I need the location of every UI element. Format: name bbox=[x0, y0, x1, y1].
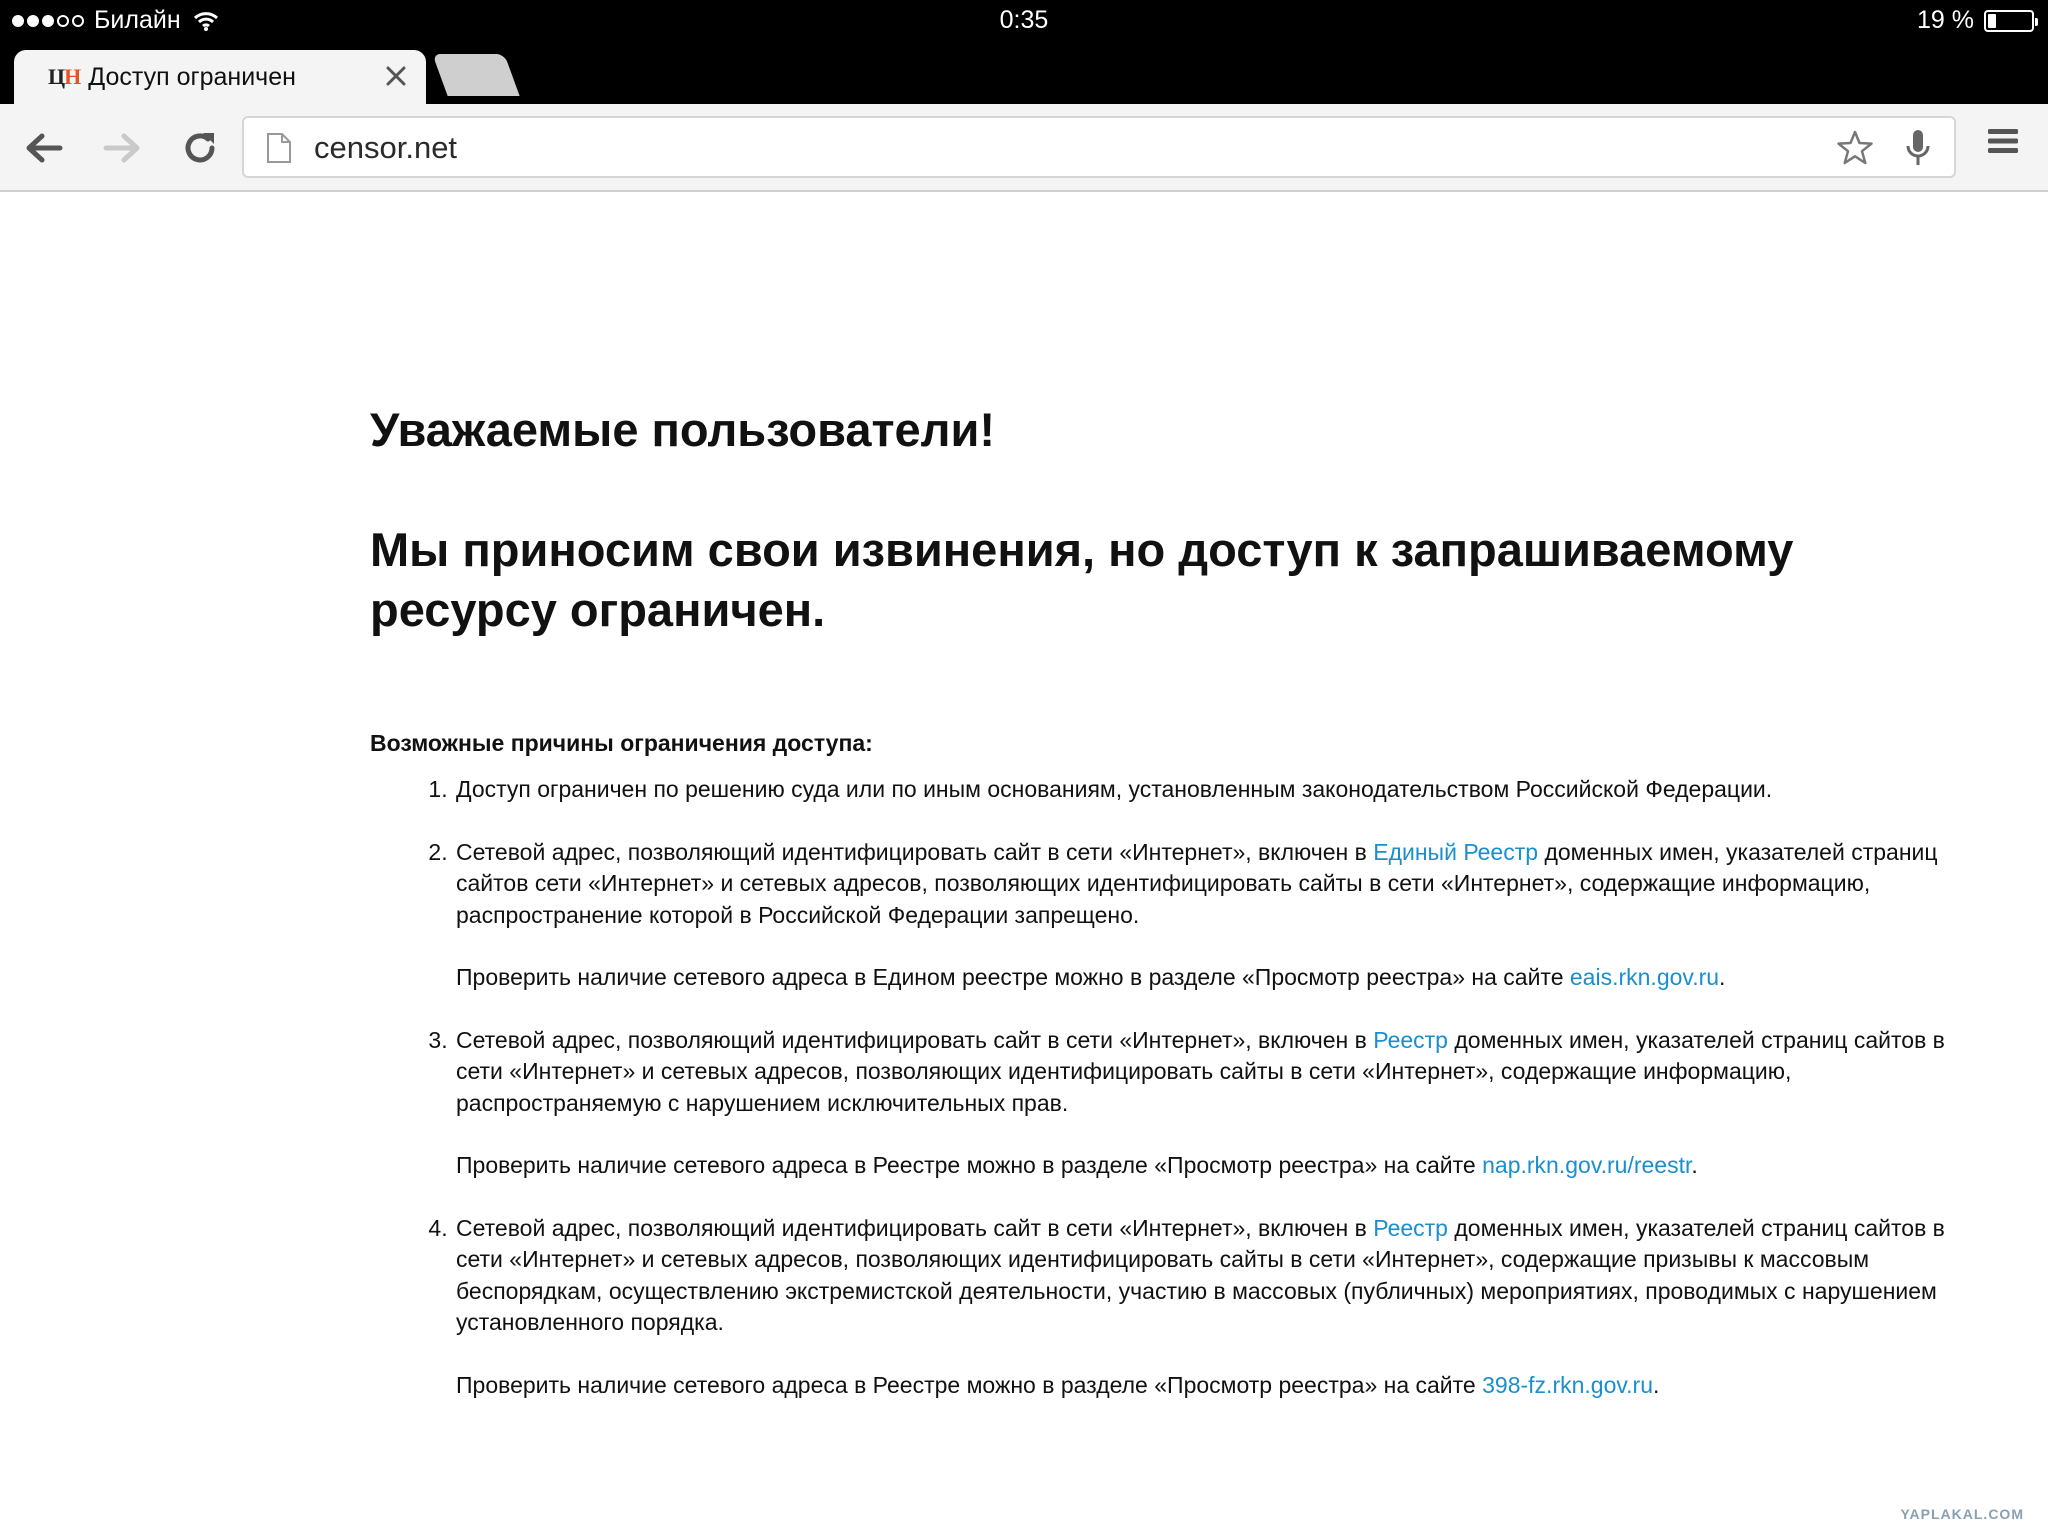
bookmark-star-icon[interactable] bbox=[1836, 130, 1874, 166]
unified-registry-link[interactable]: Единый Реестр bbox=[1373, 838, 1539, 865]
battery-level bbox=[1988, 14, 1996, 28]
reason-text: 3. Сетевой адрес, позволяющий идентифицировать сайт в сети «Интернет», включен в Реестр доменных имен, указателей страниц сайтов в сети «Интернет» и сетевых адресов, позволяющих идентифицировать сайты в сети «Интернет», содержащие информацию, распространяемую с нарушением исключительных прав. bbox=[456, 1026, 1945, 1116]
reason-item bbox=[454, 1213, 1990, 1402]
page-content bbox=[370, 400, 1990, 1432]
clock: 0:35 bbox=[999, 6, 1049, 34]
url-text[interactable]: censor.net bbox=[314, 130, 458, 165]
registry-link[interactable]: Реестр bbox=[1373, 1026, 1448, 1053]
status-bar-right bbox=[1917, 6, 2034, 35]
reload-button[interactable] bbox=[174, 122, 226, 174]
reason-text: 4. Сетевой адрес, позволяющий идентифицировать сайт в сети «Интернет», включен в Реестр доменных имен, указателей страниц сайтов в сети «Интернет» и сетевых адресов, позволяющих идентифицировать сайты в сети «Интернет», содержащие призывы к массовым беспорядкам, осуществлению экстремистской деятельности, участию в массовых (публичных) мероприятиях, проводимых с нарушением установленного порядка. bbox=[456, 1214, 1945, 1335]
hamburger-menu-icon bbox=[1986, 126, 2020, 156]
reason-item bbox=[454, 837, 1990, 994]
close-tab-button[interactable] bbox=[380, 60, 412, 92]
carrier-name: Билайн bbox=[94, 6, 181, 34]
tab-title: Доступ ограничен bbox=[88, 62, 296, 91]
eais-link[interactable]: eais.rkn.gov.ru bbox=[1569, 964, 1720, 990]
reasons-title: Возможные причины ограничения доступа: bbox=[370, 730, 873, 756]
new-tab-button[interactable] bbox=[432, 54, 519, 96]
site-favicon: ЦН bbox=[48, 64, 81, 89]
nap-reestr-link[interactable]: nap.rkn.gov.ru/reestr bbox=[1482, 1152, 1692, 1178]
tab-strip bbox=[0, 42, 2048, 104]
forward-arrow-icon bbox=[102, 131, 142, 165]
battery-icon bbox=[1984, 10, 2034, 32]
battery-percent: 19 % bbox=[1917, 6, 1974, 34]
tab-active[interactable] bbox=[14, 50, 426, 104]
reload-icon bbox=[181, 129, 219, 167]
back-button[interactable] bbox=[18, 122, 70, 174]
reason-check-text: Проверить наличие сетевого адреса в Реестре можно в разделе «Просмотр реестра» на сайте 398-fz.rkn.gov.ru. bbox=[456, 1371, 1660, 1398]
reasons-list bbox=[370, 774, 1990, 1401]
page-apology-heading: Мы приносим свои извинения, но доступ к запрашиваемому ресурсу ограничен. bbox=[370, 523, 1794, 636]
back-arrow-icon bbox=[24, 131, 64, 165]
forward-button[interactable] bbox=[96, 122, 148, 174]
close-icon bbox=[385, 65, 407, 87]
page-greeting: Уважаемые пользователи! bbox=[370, 403, 996, 456]
browser-toolbar bbox=[0, 104, 2048, 192]
reason-item bbox=[454, 774, 1990, 806]
reason-check-text: Проверить наличие сетевого адреса в Реестре можно в разделе «Просмотр реестра» на сайте nap.rkn.gov.ru/reestr. bbox=[456, 1152, 1698, 1178]
menu-button[interactable] bbox=[1986, 126, 2034, 170]
microphone-icon[interactable] bbox=[1904, 128, 1932, 168]
reason-item bbox=[454, 1025, 1990, 1182]
reason-text: 2. Сетевой адрес, позволяющий идентифицировать сайт в сети «Интернет», включен в Единый Реестр доменных имен, указателей страниц сайтов сети «Интернет» и сетевых адресов, позволяющих идентифицировать сайты в сети «Интернет», содержащие информацию, распространение которой в Российской Федерации запрещено. bbox=[456, 838, 1938, 928]
reason-check-text: Проверить наличие сетевого адреса в Едином реестре можно в разделе «Просмотр реестра» на сайте eais.rkn.gov.ru. bbox=[456, 964, 1726, 990]
fz398-link[interactable]: 398-fz.rkn.gov.ru bbox=[1482, 1371, 1653, 1398]
watermark: YAPLAKAL.COM bbox=[1900, 1506, 2024, 1522]
status-bar bbox=[0, 0, 2048, 42]
registry-link[interactable]: Реестр bbox=[1373, 1214, 1448, 1241]
reason-text: 1. Доступ ограничен по решению суда или по иным основаниям, установленным законодательством Российской Федерации. bbox=[456, 776, 1773, 802]
page-icon bbox=[266, 132, 292, 164]
address-bar[interactable] bbox=[242, 116, 1956, 178]
